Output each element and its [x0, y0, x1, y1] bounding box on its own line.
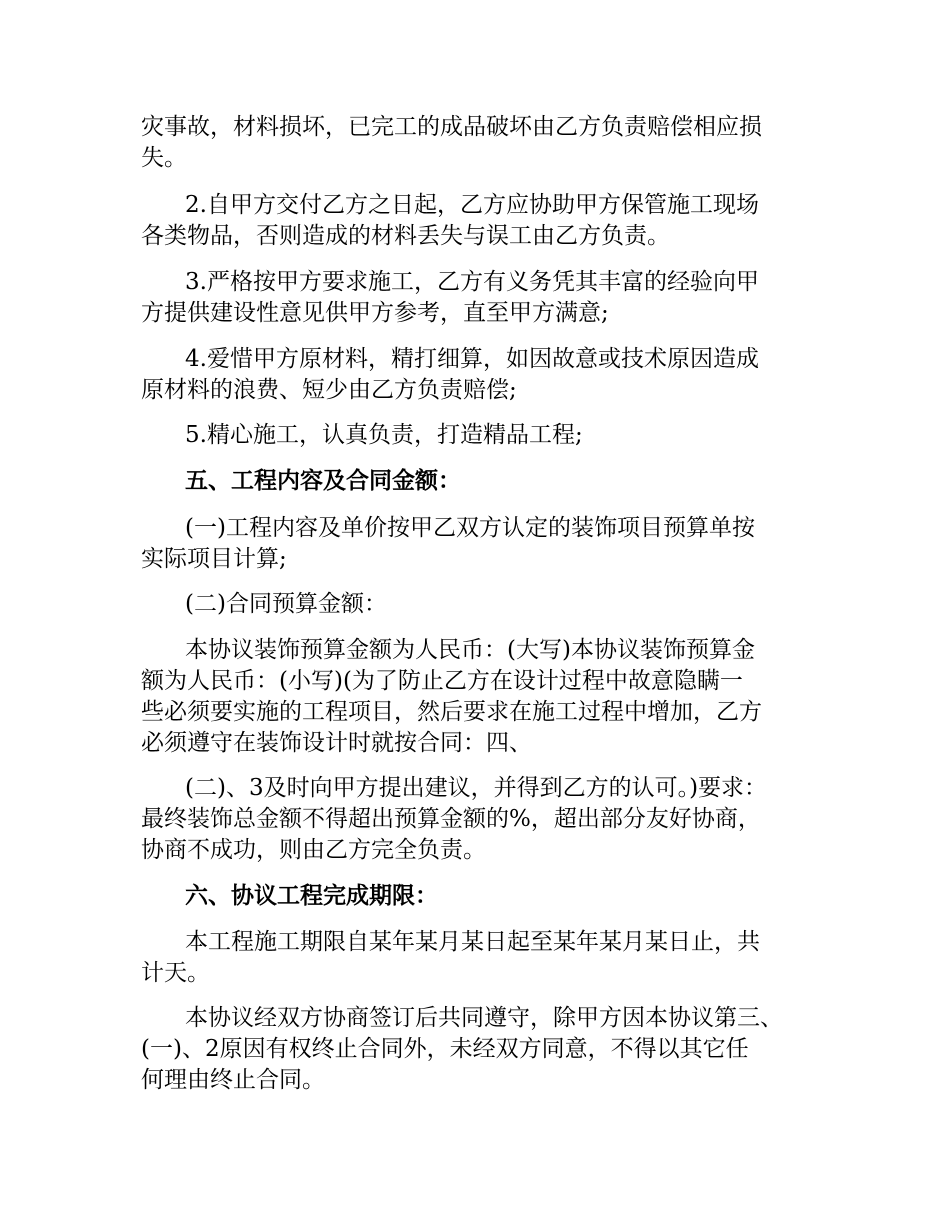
paragraph-line: 本工程施工期限自某年某月某日起至某年某月某日止，共 — [185, 929, 760, 955]
paragraph-line: 失。 — [141, 145, 187, 171]
paragraph-line: 各类物品，否则造成的材料丢失与误工由乙方负责。 — [141, 223, 670, 249]
paragraph-line: 何理由终止合同。 — [141, 1067, 325, 1093]
paragraph-line: (一)、2原因有权终止合同外，未经双方同意，不得以其它任 — [141, 1036, 749, 1062]
paragraph-line: 4.爱惜甲方原材料，精打细算，如因故意或技术原因造成 — [185, 346, 759, 372]
paragraph-line: 协商不成功，则由乙方完全负责。 — [141, 837, 486, 863]
paragraph-line: 2.自甲方交付乙方之日起，乙方应协助甲方保管施工现场 — [185, 192, 759, 218]
paragraph-line: 计天。 — [141, 960, 210, 986]
paragraph-line: 本协议装饰预算金额为人民币：(大写)本协议装饰预算金 — [185, 637, 755, 663]
paragraph-line: 5.精心施工，认真负责，打造精品工程; — [185, 422, 583, 448]
paragraph-line: (二)合同预算金额： — [185, 591, 387, 617]
paragraph-line: 实际项目计算; — [141, 546, 287, 572]
paragraph-line: 本协议经双方协商签订后共同遵守，除甲方因本协议第三、 — [185, 1005, 783, 1031]
paragraph-line: (二)、3及时向甲方提出建议，并得到乙方的认可。)要求： — [185, 775, 768, 801]
paragraph-line: 些必须要实施的工程项目，然后要求在施工过程中增加，乙方 — [141, 699, 762, 725]
section-heading-5: 五、工程内容及合同金额： — [185, 468, 461, 494]
paragraph-line: 额为人民币：(小写)(为了防止乙方在设计过程中故意隐瞒一 — [141, 668, 743, 694]
paragraph-line: 最终装饰总金额不得超出预算金额的%，超出部分友好协商， — [141, 806, 761, 832]
paragraph-line: 方提供建设性意见供甲方参考，直至甲方满意; — [141, 300, 609, 326]
paragraph-line: 原材料的浪费、短少由乙方负责赔偿; — [141, 377, 517, 403]
paragraph-line: 灾事故，材料损坏，已完工的成品破坏由乙方负责赔偿相应损 — [141, 114, 762, 140]
paragraph-line: 必须遵守在装饰设计时就按合同：四、 — [141, 730, 532, 756]
paragraph-line: (一)工程内容及单价按甲乙双方认定的装饰项目预算单按 — [185, 515, 755, 541]
section-heading-6: 六、协议工程完成期限： — [185, 883, 438, 909]
paragraph-line: 3.严格按甲方要求施工，乙方有义务凭其丰富的经验向甲 — [185, 269, 759, 295]
